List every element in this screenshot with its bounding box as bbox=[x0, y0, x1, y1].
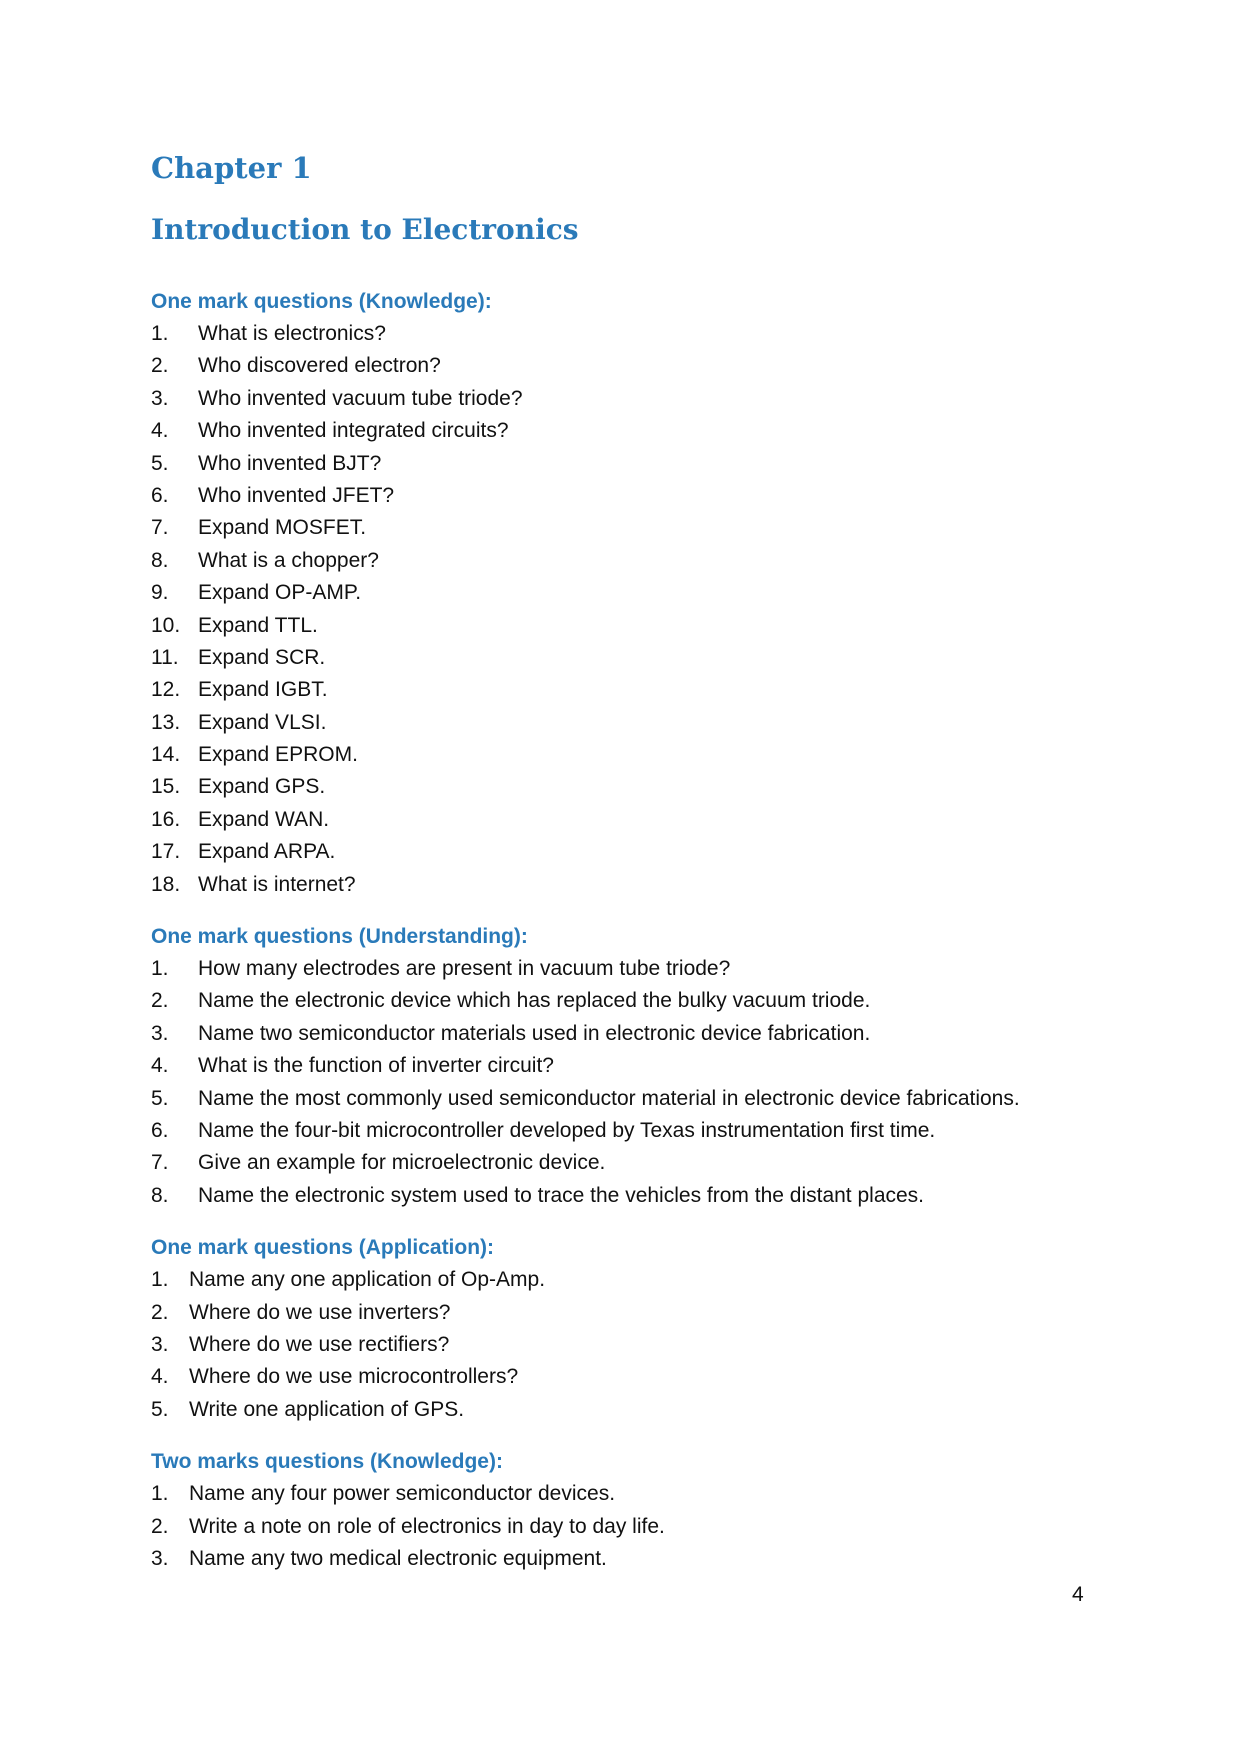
question-item bbox=[151, 869, 1111, 901]
question-number: 15. bbox=[151, 775, 181, 799]
question-text: Expand EPROM. bbox=[198, 743, 358, 767]
question-number: 17. bbox=[151, 840, 181, 864]
question-number: 3. bbox=[151, 1021, 169, 1045]
question-text: Name the four-bit microcontroller developed by Texas instrumentation first time. bbox=[198, 1118, 936, 1142]
question-item bbox=[151, 577, 1111, 609]
chapter-subtitle: Introduction to Electronics bbox=[151, 213, 579, 246]
question-item bbox=[151, 480, 1111, 512]
question-text: Name any one application of Op-Amp. bbox=[189, 1268, 546, 1292]
question-text: Expand ARPA. bbox=[198, 840, 336, 864]
question-text: Expand MOSFET. bbox=[198, 516, 367, 540]
question-text: Expand TTL. bbox=[198, 613, 318, 637]
question-number: 9. bbox=[151, 581, 169, 605]
question-item bbox=[151, 1180, 1111, 1212]
question-text: Give an example for microelectronic device. bbox=[198, 1151, 606, 1175]
question-item bbox=[151, 1083, 1111, 1115]
question-text: What is a chopper? bbox=[198, 548, 379, 572]
question-number: 1. bbox=[151, 322, 169, 345]
question-number: 2. bbox=[151, 354, 169, 378]
question-text: Write a note on role of electronics in day to day life. bbox=[189, 1514, 665, 1538]
section-application-one-mark bbox=[151, 1232, 1111, 1426]
question-number: 12. bbox=[151, 678, 181, 702]
section-knowledge-one-mark bbox=[151, 286, 1111, 901]
question-item bbox=[151, 953, 1111, 985]
question-number: 2. bbox=[151, 1514, 169, 1538]
section-understanding-one-mark bbox=[151, 921, 1111, 1212]
question-number: 4. bbox=[151, 419, 169, 443]
question-number: 5. bbox=[151, 451, 169, 475]
question-number: 8. bbox=[151, 1183, 169, 1207]
section-heading: Two marks questions (Knowledge): bbox=[151, 1450, 503, 1474]
question-item bbox=[151, 674, 1111, 706]
question-number: 2. bbox=[151, 989, 169, 1013]
question-text: Where do we use inverters? bbox=[189, 1300, 451, 1324]
question-item bbox=[151, 1478, 1111, 1510]
question-number: 1. bbox=[151, 1482, 169, 1506]
question-number: 13. bbox=[151, 710, 181, 734]
question-number: 16. bbox=[151, 807, 181, 831]
question-text: Expand WAN. bbox=[198, 807, 330, 831]
question-item bbox=[151, 985, 1111, 1017]
question-text: Where do we use rectifiers? bbox=[189, 1332, 450, 1356]
question-text: Name any two medical electronic equipment. bbox=[189, 1546, 607, 1570]
question-item bbox=[151, 739, 1111, 771]
question-number: 18. bbox=[151, 872, 181, 896]
question-number: 3. bbox=[151, 1546, 169, 1570]
question-item bbox=[151, 1018, 1111, 1050]
question-number: 7. bbox=[151, 516, 169, 540]
question-number: 11. bbox=[151, 645, 179, 669]
question-text: Name the electronic system used to trace the vehicles from the distant places. bbox=[198, 1183, 925, 1207]
question-item bbox=[151, 642, 1111, 674]
question-number: 14. bbox=[151, 743, 181, 767]
question-number: 4. bbox=[151, 1365, 169, 1389]
question-text: Who discovered electron? bbox=[198, 354, 441, 378]
question-item bbox=[151, 1264, 1111, 1296]
question-number: 3. bbox=[151, 1332, 169, 1356]
question-text: Expand SCR. bbox=[198, 645, 326, 669]
question-text: What is internet? bbox=[198, 872, 356, 896]
section-knowledge-two-marks bbox=[151, 1446, 1111, 1575]
question-number: 6. bbox=[151, 483, 169, 507]
page-number: 4 bbox=[1072, 1583, 1084, 1606]
question-text: How many electrodes are present in vacuum tube triode? bbox=[198, 957, 731, 981]
question-item bbox=[151, 1361, 1111, 1393]
question-number: 6. bbox=[151, 1118, 169, 1142]
question-text: Write one application of GPS. bbox=[189, 1397, 465, 1421]
question-text: Expand OP-AMP. bbox=[198, 581, 362, 605]
question-number: 2. bbox=[151, 1300, 169, 1324]
question-item bbox=[151, 610, 1111, 642]
question-number: 8. bbox=[151, 548, 169, 572]
question-item bbox=[151, 383, 1111, 415]
question-item bbox=[151, 448, 1111, 480]
question-item bbox=[151, 350, 1111, 382]
question-number: 4. bbox=[151, 1054, 169, 1078]
question-text: Who invented vacuum tube triode? bbox=[198, 386, 523, 410]
question-item bbox=[151, 836, 1111, 868]
section-heading: One mark questions (Understanding): bbox=[151, 925, 528, 949]
question-number: 1. bbox=[151, 1268, 169, 1292]
section-heading: One mark questions (Application): bbox=[151, 1236, 495, 1260]
question-item bbox=[151, 415, 1111, 447]
question-number: 7. bbox=[151, 1151, 169, 1175]
question-list bbox=[151, 1264, 1111, 1426]
question-item bbox=[151, 804, 1111, 836]
question-list bbox=[151, 953, 1111, 1212]
question-number: 5. bbox=[151, 1397, 169, 1421]
question-list bbox=[151, 318, 1111, 901]
question-list bbox=[151, 1478, 1111, 1575]
question-text: What is the function of inverter circuit? bbox=[198, 1054, 554, 1078]
question-item bbox=[151, 1115, 1111, 1147]
question-item bbox=[151, 545, 1111, 577]
question-text: Who invented integrated circuits? bbox=[198, 419, 509, 443]
question-text: What is electronics? bbox=[198, 322, 386, 345]
question-text: Who invented BJT? bbox=[198, 451, 382, 475]
question-text: Name two semiconductor materials used in electronic device fabrication. bbox=[198, 1021, 871, 1045]
question-text: Expand VLSI. bbox=[198, 710, 327, 734]
question-text: Who invented JFET? bbox=[198, 483, 395, 507]
question-item bbox=[151, 512, 1111, 544]
question-item bbox=[151, 707, 1111, 739]
question-text: Expand IGBT. bbox=[198, 678, 328, 702]
question-item bbox=[151, 318, 1111, 350]
page-content bbox=[151, 146, 1111, 1575]
question-number: 1. bbox=[151, 957, 169, 981]
question-number: 10. bbox=[151, 613, 181, 637]
chapter-title: Chapter 1 bbox=[151, 151, 312, 185]
question-item bbox=[151, 1394, 1111, 1426]
question-item bbox=[151, 1543, 1111, 1575]
question-item bbox=[151, 1297, 1111, 1329]
question-item bbox=[151, 1511, 1111, 1543]
question-item bbox=[151, 1329, 1111, 1361]
question-text: Name any four power semiconductor devices. bbox=[189, 1482, 616, 1506]
question-text: Name the most commonly used semiconductor material in electronic device fabrications. bbox=[198, 1086, 1020, 1110]
question-text: Name the electronic device which has replaced the bulky vacuum triode. bbox=[198, 989, 871, 1013]
section-heading: One mark questions (Knowledge): bbox=[151, 290, 492, 313]
question-text: Where do we use microcontrollers? bbox=[189, 1365, 519, 1389]
question-item bbox=[151, 1147, 1111, 1179]
question-number: 3. bbox=[151, 386, 169, 410]
question-number: 5. bbox=[151, 1086, 169, 1110]
question-item bbox=[151, 1050, 1111, 1082]
question-text: Expand GPS. bbox=[198, 775, 326, 799]
question-item bbox=[151, 771, 1111, 803]
